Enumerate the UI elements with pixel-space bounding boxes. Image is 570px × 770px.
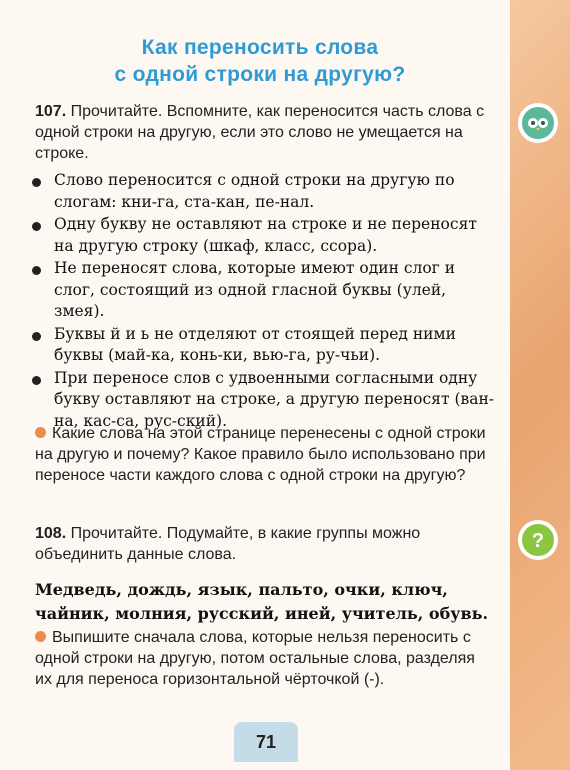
- question-icon: [518, 520, 558, 560]
- rules-list: [30, 170, 500, 433]
- exercise-number: 107.: [35, 103, 67, 120]
- exercise-107: [35, 101, 495, 164]
- page-number: 71: [234, 722, 298, 762]
- owl-icon: [518, 103, 558, 143]
- title-line-2: с одной строки на другую?: [114, 63, 406, 86]
- svg-text:?: ?: [531, 530, 545, 552]
- orange-bullet-icon: [35, 631, 46, 642]
- title-line-1: Как переносить слова: [141, 36, 379, 59]
- exercise-108: [35, 523, 495, 565]
- rule-item: Одну букву не оставляют на строке и не переносят на другую строку (шкаф, класс, ссора).: [30, 214, 500, 257]
- word-list: Медведь, дождь, язык, пальто, очки, ключ, чайник, молния, русский, иней, учитель, обувь.: [35, 580, 489, 623]
- exercise-number: 108.: [35, 525, 67, 542]
- orange-bullet-icon: [35, 427, 46, 438]
- rule-item: Не переносят слова, которые имеют один слог и слог, состоящий из одной гласной буквы (улей, змея).: [30, 258, 500, 323]
- page-title: [40, 34, 480, 88]
- rule-item: При переносе слов с удвоенными согласными одну букву оставляют на строке, а другую переносят (ван-на, кас-са, рус-ский).: [30, 368, 500, 433]
- task-text: Выпишите сначала слова, которые нельзя переносить с одной строки на другую, потом остальные слова, разделяя их для переноса горизонтальной чёрточкой (-).: [35, 629, 475, 688]
- task-text: Какие слова на этой странице перенесены с одной строки на другую и почему? Какое правило было использовано при переносе части каждого слова с одной строки на другую?: [35, 425, 486, 484]
- rule-item: Слово переносится с одной строки на другую по слогам: кни-га, ста-кан, пе-нал.: [30, 170, 500, 213]
- exercise-text: Прочитайте. Подумайте, в какие группы можно объединить данные слова.: [35, 525, 421, 563]
- rule-item: Буквы й и ь не отделяют от стоящей перед ними буквы (май-ка, конь-ки, вью-га, ру-чьи).: [30, 324, 500, 367]
- task-107: [35, 423, 495, 486]
- task-108: [35, 627, 495, 690]
- exercise-text: Прочитайте. Вспомните, как переносится часть слова с одной строки на другую, если это слово не умещается на строке.: [35, 103, 485, 162]
